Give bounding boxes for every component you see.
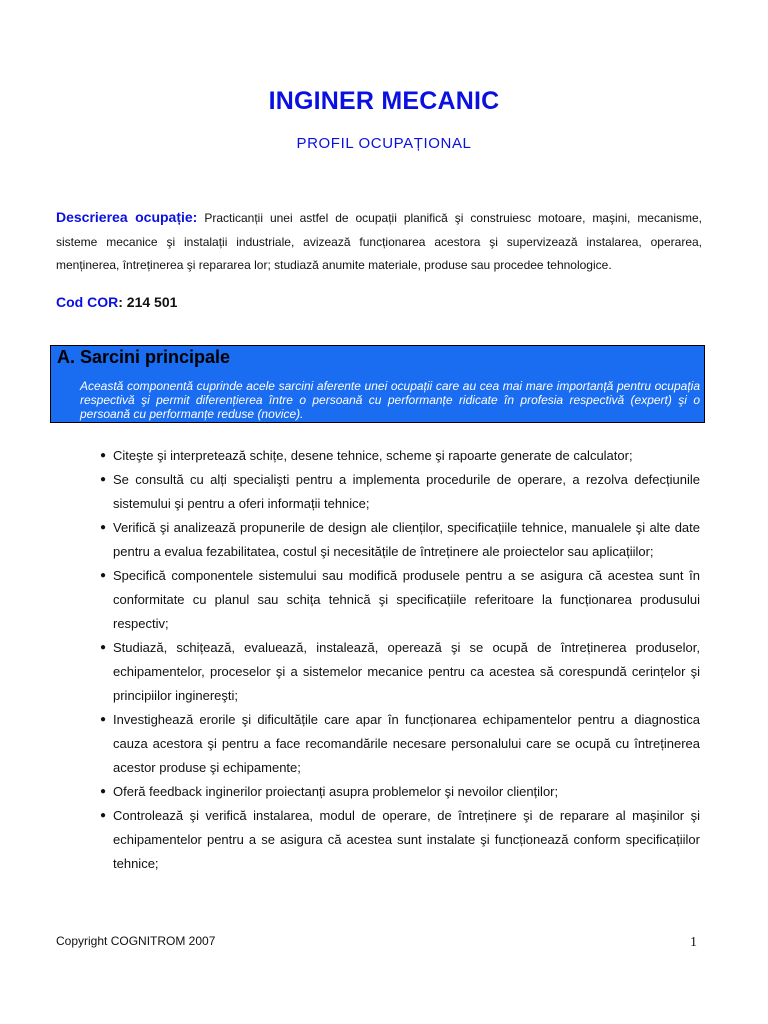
list-item xyxy=(100,708,700,780)
list-item xyxy=(100,804,700,876)
list-item xyxy=(100,780,700,804)
task-text: Citeşte şi interpretează schițe, desene tehnice, scheme şi rapoarte generate de calculator; xyxy=(113,448,633,463)
bullet-icon: ● xyxy=(100,522,107,533)
task-text: Investighează erorile şi dificultățile care apar în funcționarea echipamentelor pentru a diagnostica cauza acestora şi pentru a face recomandările necesare personalului care se ocupă cu întreținerea acestor produse şi echipamente; xyxy=(113,712,700,775)
section-title: A. Sarcini principale xyxy=(57,347,231,367)
list-item xyxy=(100,444,700,468)
section-header-box xyxy=(50,345,705,423)
task-text: Specifică componentele sistemului sau modifică produsele pentru a se asigura că acestea sunt în conformitate cu planul sau schița tehnică şi specificațiile referitoare la funcționarea produsului respectiv; xyxy=(113,568,700,631)
bullet-icon: ● xyxy=(100,474,107,485)
list-item xyxy=(100,564,700,636)
document-title: INGINER MECANIC xyxy=(268,87,500,115)
bullet-icon: ● xyxy=(100,714,107,725)
document-subtitle: PROFIL OCUPAȚIONAL xyxy=(296,135,472,152)
description-text: Practicanții unei astfel de ocupații planifică şi construiesc motoare, maşini, mecanisme, sisteme mecanice şi instalații industriale, avizează funcționarea acestora şi supervizează instalarea, operarea, menținerea, întreținerea şi repararea lor; studiază anumite materiale, produse sau procedee tehnologice. xyxy=(56,211,703,272)
occupation-description xyxy=(56,206,702,278)
page-number: 1 xyxy=(690,935,697,950)
bullet-icon: ● xyxy=(100,450,107,461)
task-text: Controlează şi verifică instalarea, modul de operare, de întreținere şi de reparare al maşinilor şi echipamentelor pentru a se asigura că acestea sunt instalate şi funcționează conform specificațiilor tehnice; xyxy=(113,808,700,871)
list-item xyxy=(100,516,700,564)
cod-cor xyxy=(56,294,177,310)
task-text: Se consultă cu alți specialişti pentru a implementa procedurile de operare, a rezolva defecțiunile sistemului şi pentru a oferi informații tehnice; xyxy=(113,472,700,511)
cod-cor-value: 214 501 xyxy=(126,294,178,310)
bullet-icon: ● xyxy=(100,786,107,797)
cod-cor-colon: : xyxy=(118,294,123,310)
cod-cor-label: Cod COR xyxy=(56,294,119,310)
list-item xyxy=(100,468,700,516)
bullet-icon: ● xyxy=(100,570,107,581)
description-label: Descrierea ocupație: xyxy=(56,209,198,225)
list-item xyxy=(100,636,700,708)
bullet-icon: ● xyxy=(100,642,107,653)
bullet-icon: ● xyxy=(100,810,107,821)
task-text: Verifică şi analizează propunerile de design ale clienților, specificațiile tehnice, manualele şi alte date pentru a evalua fezabilitatea, costul şi necesitățile de întreținere ale proiectelor sau aplicațiilor; xyxy=(113,520,700,559)
task-text: Studiază, schițează, evaluează, instalează, operează şi se ocupă de întreținerea produselor, echipamentelor, proceselor şi a sistemelor mecanice pentru ca acestea să corespundă cerințelor şi principiilor inginereşti; xyxy=(113,640,700,703)
section-note: Această componentă cuprinde acele sarcini aferente unei ocupații care au cea mai mare importanță pentru ocupația respectivă şi permit diferențierea între o persoană cu performanțe ridicate în profesia respectivă (expert) şi o persoană cu performanțe reduse (novice). xyxy=(80,379,700,421)
task-text: Oferă feedback inginerilor proiectanți asupra problemelor şi nevoilor clienților; xyxy=(113,784,559,799)
task-list xyxy=(100,444,700,876)
copyright-footer: Copyright COGNITROM 2007 xyxy=(56,934,216,948)
